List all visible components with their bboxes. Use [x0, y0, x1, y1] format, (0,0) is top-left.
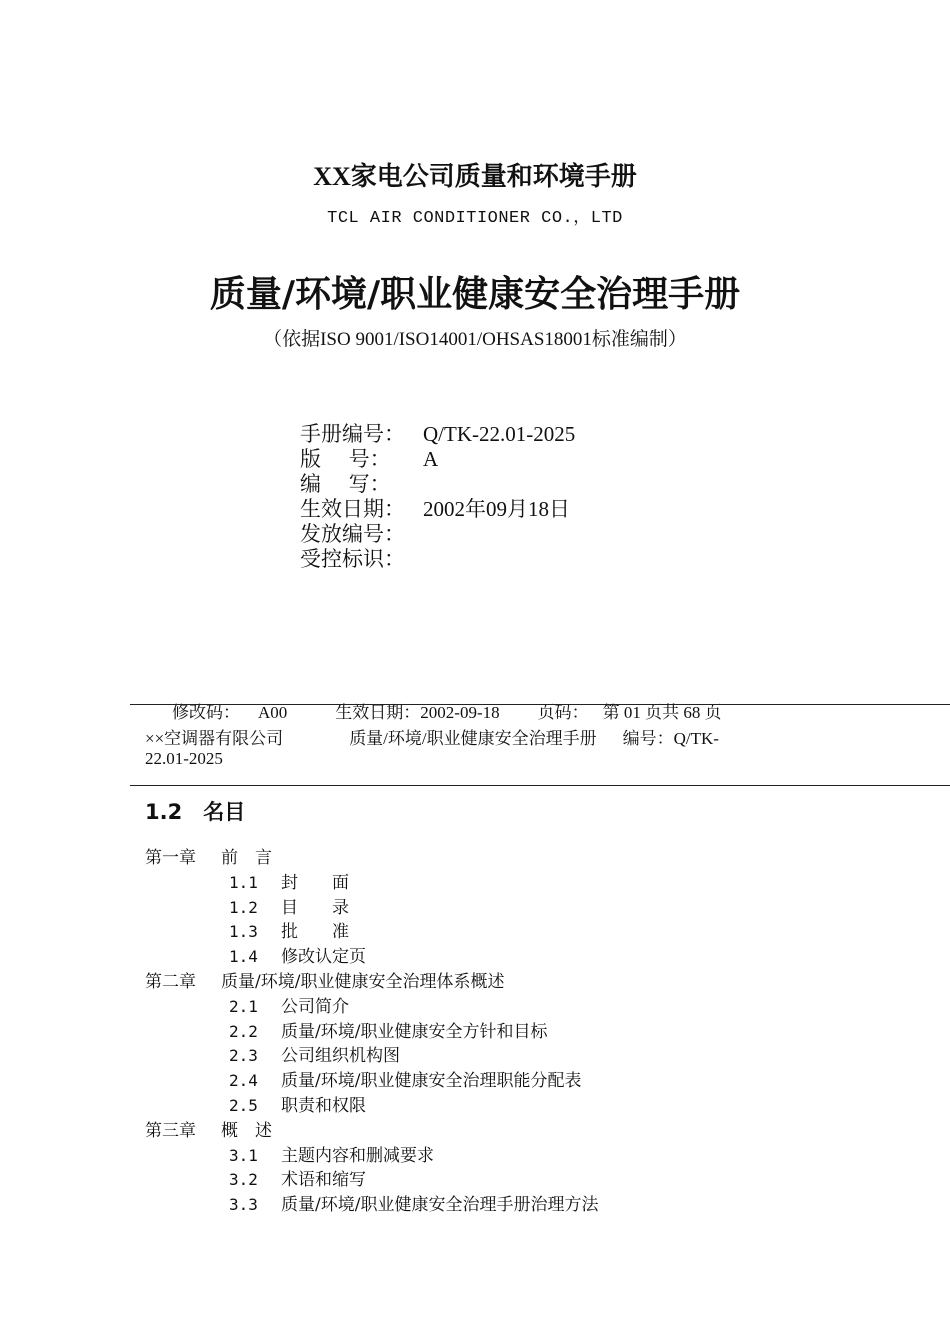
- info-label: 发放编号：: [300, 522, 405, 546]
- toc-title: 概 述: [221, 1120, 272, 1141]
- info-row-effective-date: [300, 497, 575, 522]
- toc-item: [145, 920, 598, 945]
- section-heading: 1.2 名目: [145, 800, 246, 824]
- toc-chapter-label: 第三章: [145, 1120, 196, 1141]
- page-value: 第 01 页共 68 页: [602, 703, 722, 722]
- toc-title: 公司简介: [281, 996, 349, 1017]
- number-label: 编号：: [622, 729, 674, 748]
- toc-number: 1.3: [229, 922, 258, 942]
- info-label: 编 写：: [300, 472, 391, 496]
- info-label: 生效日期：: [300, 497, 405, 521]
- toc-title: 质量/环境/职业健康安全治理手册治理方法: [281, 1195, 599, 1216]
- table-of-contents: [145, 846, 598, 1218]
- revision-value: A00: [258, 703, 288, 722]
- revision-label: 修改码：: [172, 703, 240, 722]
- page-label: 页码：: [537, 703, 589, 722]
- toc-title: 前 言: [221, 848, 272, 868]
- divider-line-bottom: [130, 785, 950, 786]
- manual-title: 质量/环境/职业健康安全治理手册: [209, 274, 741, 315]
- info-value: A: [423, 447, 439, 471]
- toc-chapter-label: 第二章: [145, 971, 196, 992]
- toc-title: 职责和权限: [281, 1095, 366, 1116]
- document-header-line: [145, 724, 719, 749]
- effective-date-label: 生效日期：: [335, 703, 421, 722]
- divider-line-top: [130, 704, 950, 705]
- toc-item: [145, 1094, 598, 1119]
- toc-item: [145, 1044, 598, 1069]
- info-value: Q/TK-22.01-2025: [423, 422, 576, 446]
- toc-title: 质量/环境/职业健康安全治理体系概述: [221, 971, 505, 992]
- toc-item: [145, 995, 598, 1020]
- toc-item: [145, 1069, 598, 1094]
- toc-title: 主题内容和删减要求: [281, 1145, 434, 1166]
- effective-date-value: 2002-09-18: [420, 703, 500, 722]
- toc-number: 1.1: [229, 872, 258, 892]
- info-label: 版 号：: [300, 447, 391, 471]
- manual-info-block: [300, 422, 575, 572]
- toc-number: 1.2: [229, 897, 258, 917]
- company-name: ××空调器有限公司: [145, 729, 284, 748]
- toc-item: [145, 1020, 598, 1045]
- toc-number: 2.5: [229, 1095, 258, 1115]
- info-row-author: [300, 472, 575, 497]
- toc-number: 2.3: [229, 1046, 258, 1066]
- toc-title: 术语和缩写: [281, 1170, 366, 1191]
- toc-number: 2.4: [229, 1071, 258, 1091]
- toc-title: 修改认定页: [281, 947, 366, 968]
- toc-title: 目 录: [281, 897, 349, 918]
- toc-number: 3.2: [229, 1170, 258, 1190]
- toc-title: 质量/环境/职业健康安全方针和目标: [281, 1021, 548, 1042]
- revision-footer: [172, 698, 722, 723]
- standard-basis: （依据ISO 9001/ISO14001/OHSAS18001标准编制）: [263, 329, 687, 350]
- toc-chapter-label: 第一章: [145, 848, 196, 868]
- info-row-controlled-mark: [300, 547, 575, 572]
- toc-item: [145, 896, 598, 921]
- toc-number: 2.1: [229, 996, 258, 1016]
- toc-number: 2.2: [229, 1021, 258, 1041]
- toc-title: 封 面: [281, 872, 349, 893]
- company-english-name: TCL AIR CONDITIONER CO.，LTD: [327, 209, 623, 228]
- info-row-version: [300, 447, 575, 472]
- toc-chapter: [145, 970, 598, 995]
- info-value: 2002年09月18日: [423, 497, 570, 521]
- toc-chapter: [145, 846, 598, 871]
- toc-title: 质量/环境/职业健康安全治理职能分配表: [281, 1071, 582, 1092]
- toc-title: 批 准: [281, 922, 349, 943]
- toc-item: [145, 1168, 598, 1193]
- info-label: 手册编号：: [300, 422, 405, 446]
- info-row-manual-number: [300, 422, 575, 447]
- info-row-distribution-number: [300, 522, 575, 547]
- manual-name: 质量/环境/职业健康安全治理手册: [349, 729, 597, 748]
- toc-number: 3.1: [229, 1145, 258, 1165]
- toc-chapter: [145, 1119, 598, 1144]
- toc-title: 公司组织机构图: [281, 1046, 400, 1067]
- toc-number: 1.4: [229, 947, 258, 967]
- info-label: 受控标识：: [300, 547, 405, 571]
- number-value-continued: 22.01-2025: [145, 749, 223, 768]
- toc-item: [145, 1193, 598, 1218]
- toc-item: [145, 1144, 598, 1169]
- toc-item: [145, 871, 598, 896]
- toc-number: 3.3: [229, 1195, 258, 1215]
- number-value-part1: Q/TK-: [673, 729, 719, 748]
- toc-item: [145, 945, 598, 970]
- company-title: XX家电公司质量和环境手册: [313, 162, 637, 191]
